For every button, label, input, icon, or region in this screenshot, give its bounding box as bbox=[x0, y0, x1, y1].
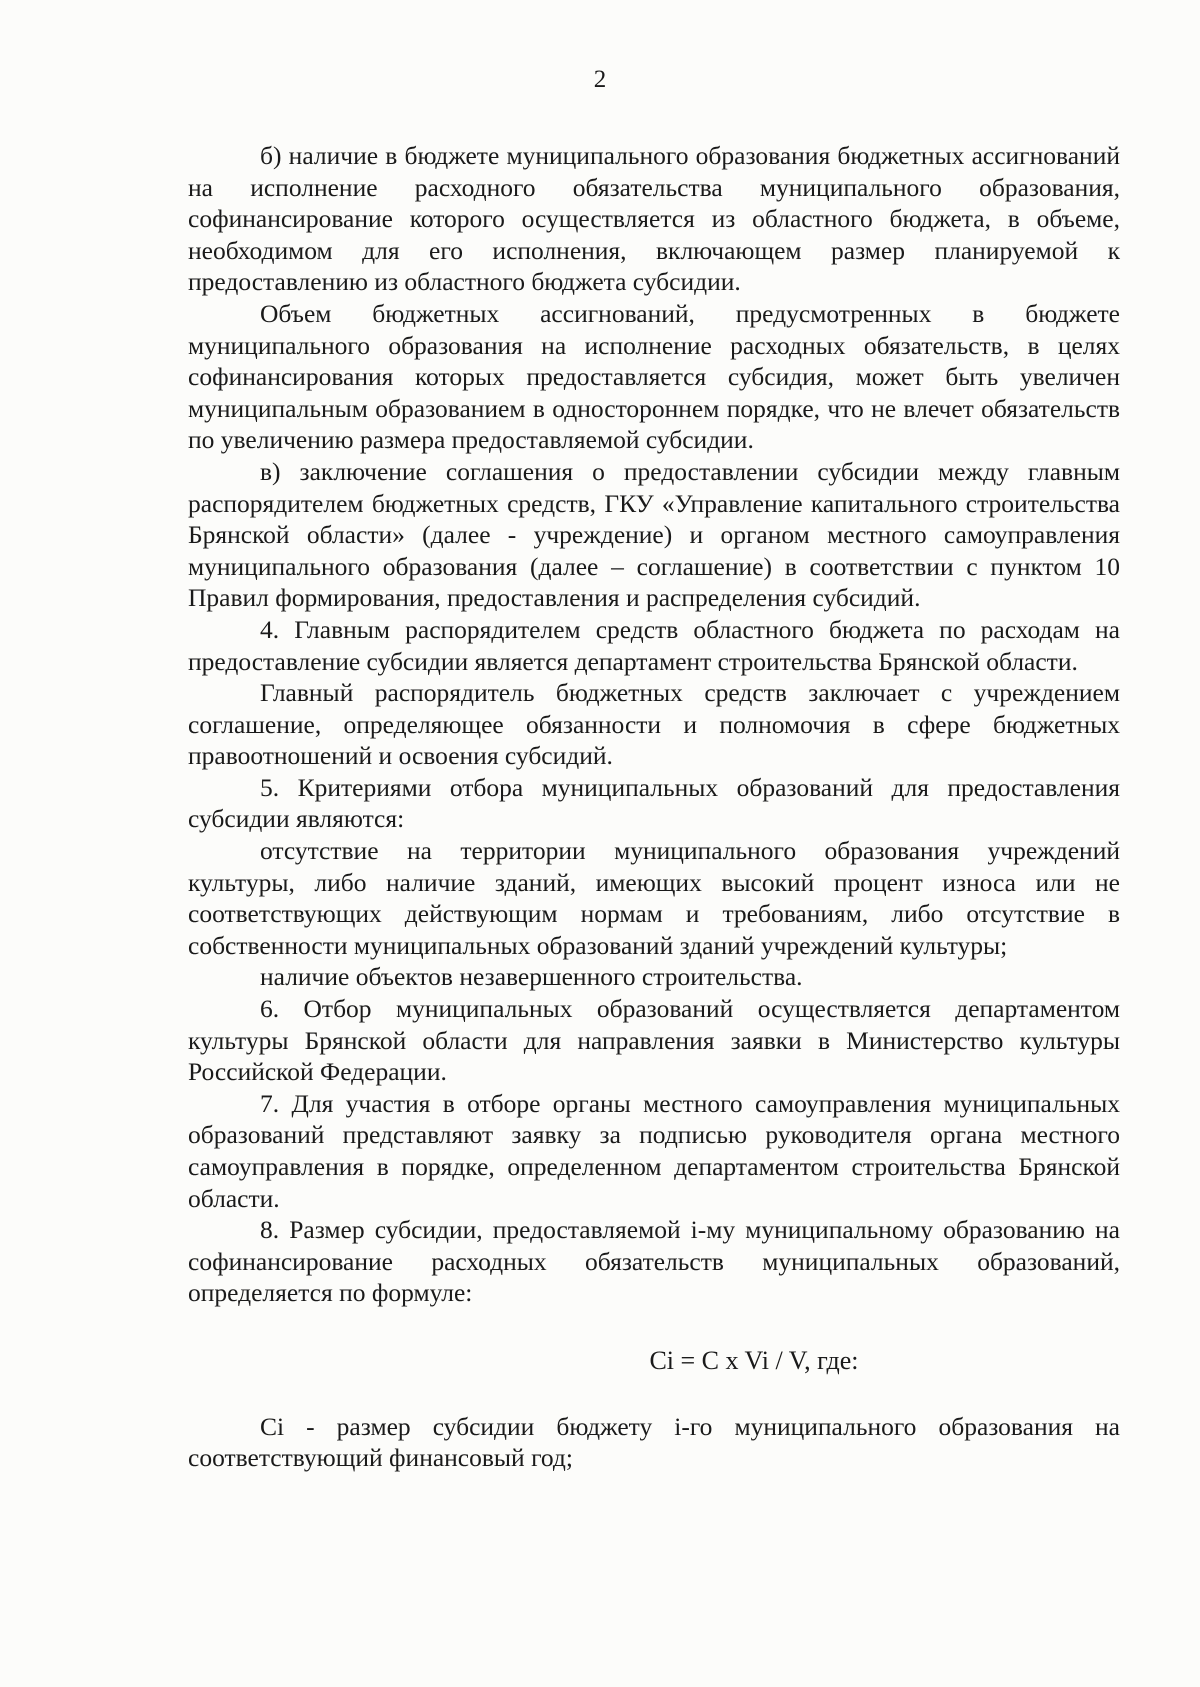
paragraph-8-subsidy-size: 8. Размер субсидии, предоставляемой i-му муниципальному образованию на софинансирование расходных обязательств муниципальных образований, определяется по формуле: bbox=[188, 1215, 1120, 1308]
paragraph-6-selection: 6. Отбор муниципальных образований осуществляется департаментом культуры Брянской области для направления заявки в Министерство культуры Российской Федерации. bbox=[188, 994, 1120, 1087]
paragraph-4-main-administrator: 4. Главным распорядителем средств областного бюджета по расходам на предоставление субсидии является департамент строительства Брянской области. bbox=[188, 614, 1120, 676]
paragraph-b-budget-allocations: б) наличие в бюджете муниципального образования бюджетных ассигнований на исполнение расходного обязательства муниципального образования, софинансирование которого осуществляется из областного бюджета, в объеме, необходимом для его исполнения, включающем размер планируемой к предоставлению из областного бюджета субсидии. bbox=[188, 141, 1120, 297]
subsidy-formula: Ci = C x Vi / V, где: bbox=[649, 1345, 859, 1375]
paragraph-allocation-volume: Объем бюджетных ассигнований, предусмотренных в бюджете муниципального образования на исполнение расходных обязательств, в целях софинансирования которых предоставляется субсидия, может быть увеличен муниципальным образованием в одностороннем порядке, что не влечет обязательств по увеличению размера предоставляемой субсидии. bbox=[188, 298, 1120, 455]
paragraph-7-participation: 7. Для участия в отборе органы местного самоуправления муниципальных образований представляют заявку за подписью руководителя органа местного самоуправления в порядке, определенном департаментом строительства Брянской области. bbox=[188, 1088, 1120, 1213]
paragraph-5-selection-criteria: 5. Критериями отбора муниципальных образований для предоставления субсидии являются: bbox=[188, 772, 1120, 834]
paragraph-criteria-unfinished-construction: наличие объектов незавершенного строительства. bbox=[260, 962, 803, 992]
document-body bbox=[188, 140, 1120, 1474]
paragraph-v-agreement: в) заключение соглашения о предоставлении субсидии между главным распорядителем бюджетных средств, ГКУ «Управление капитального строительства Брянской области» (далее - учреждение) и органом местного самоуправления муниципального образования (далее – соглашение) в соответствии с пунктом 10 Правил формирования, предоставления и распределения субсидий. bbox=[188, 456, 1120, 613]
page-number: 2 bbox=[593, 66, 607, 93]
paragraph-criteria-no-facilities: отсутствие на территории муниципального образования учреждений культуры, либо наличие зданий, имеющих высокий процент износа или не соответствующих действующим нормам и требованиям, либо отсутствие в собственности муниципальных образований зданий учреждений культуры; bbox=[188, 836, 1120, 960]
paragraph-ci-definition: Ci - размер субсидии бюджету i-го муниципального образования на соответствующий финансовый год; bbox=[188, 1411, 1120, 1473]
paragraph-administrator-agreement: Главный распорядитель бюджетных средств заключает с учреждением соглашение, определяющее обязанности и полномочия в сфере бюджетных правоотношений и освоения субсидий. bbox=[188, 678, 1120, 771]
